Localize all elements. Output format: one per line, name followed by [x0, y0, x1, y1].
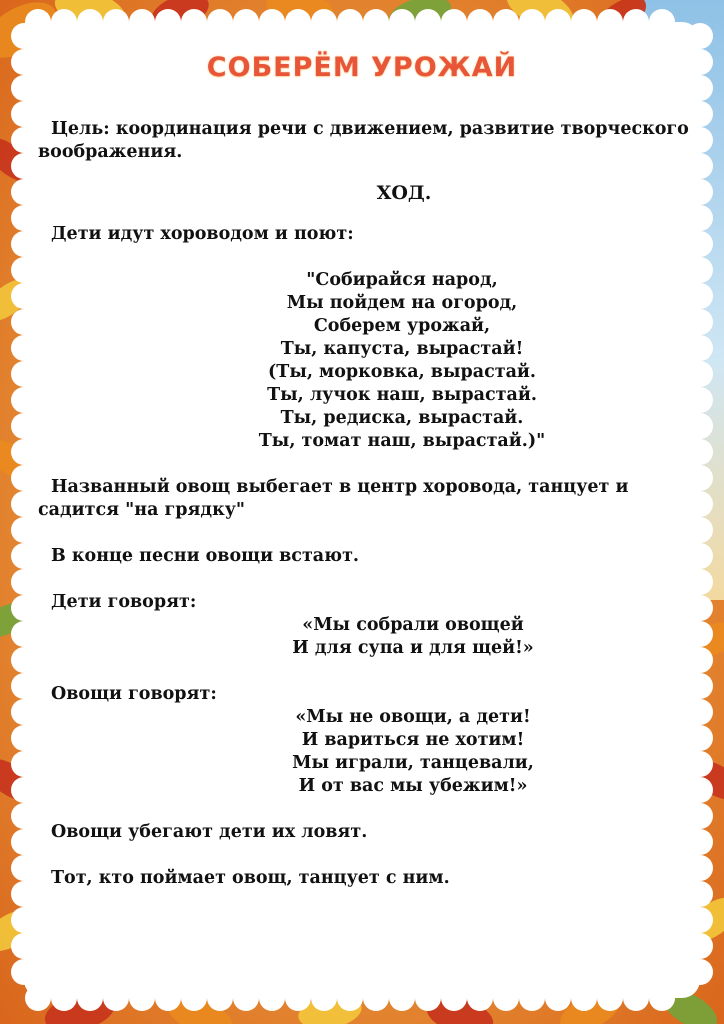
- children-say-label: Дети говорят:: [51, 592, 197, 612]
- run-away-paragraph: Овощи убегают дети их ловят.: [51, 822, 368, 842]
- song-verse: [38, 269, 692, 453]
- named-vegetable-paragraph: Названный овощ выбегает в центр хоровода, танцует и садится "на грядку": [38, 477, 629, 520]
- song-line: Ты, томат наш, вырастай.)": [258, 431, 546, 451]
- vegetables-say-label: Овощи говорят:: [51, 684, 217, 704]
- verse-line: И вариться не хотим!: [301, 730, 525, 750]
- song-line: Мы пойдем на огород,: [286, 293, 518, 313]
- section-heading: ХОД.: [376, 182, 432, 204]
- vegetables-say-verse: [38, 706, 692, 798]
- verse-line: Мы играли, танцевали,: [292, 753, 534, 773]
- song-line: Ты, лучок наш, вырастай.: [267, 385, 537, 405]
- verse-line: И от вас мы убежим!»: [298, 776, 528, 796]
- song-line: "Собирайся народ,: [306, 270, 498, 290]
- document-body: [38, 118, 692, 890]
- song-line: Ты, капуста, вырастай!: [280, 339, 524, 359]
- verse-line: «Мы не овощи, а дети!: [295, 707, 531, 727]
- page-title: СОБЕРЁМ УРОЖАЙ: [206, 52, 518, 83]
- dance-paragraph: Тот, кто поймает овощ, танцует с ним.: [51, 868, 450, 888]
- goal-paragraph: Цель: координация речи с движением, развитие творческого воображения.: [38, 119, 689, 162]
- song-line: Ты, редиска, вырастай.: [280, 408, 524, 428]
- verse-line: И для супа и для щей!»: [292, 638, 534, 658]
- song-line: Соберем урожай,: [313, 316, 491, 336]
- children-say-verse: [38, 614, 692, 660]
- song-line: (Ты, морковка, вырастай.: [268, 362, 536, 382]
- verse-line: «Мы собрали овощей: [302, 615, 524, 635]
- intro-paragraph: Дети идут хороводом и поют:: [51, 224, 354, 244]
- end-of-song-paragraph: В конце песни овощи встают.: [51, 546, 360, 566]
